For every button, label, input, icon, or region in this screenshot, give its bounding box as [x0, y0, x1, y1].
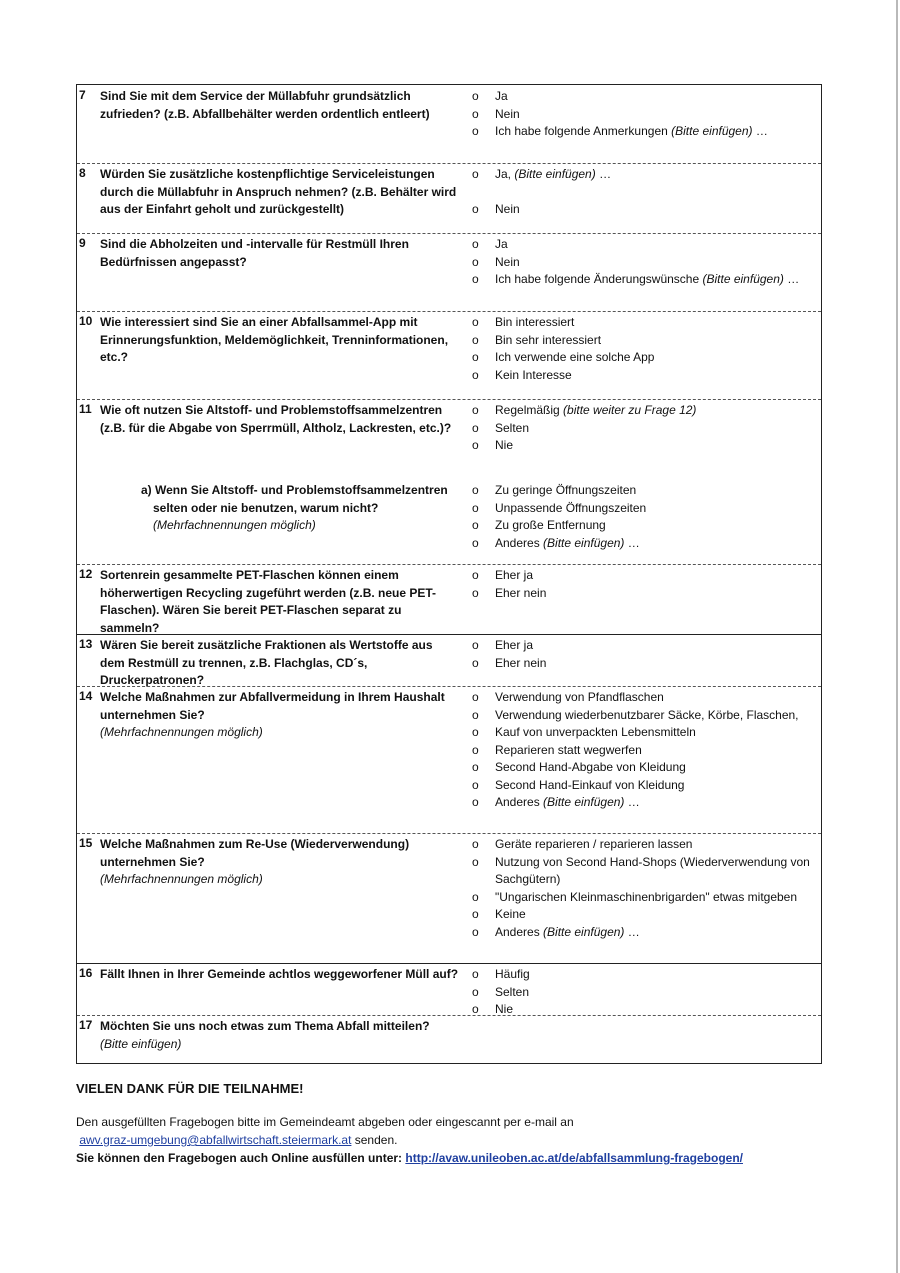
question-row-9 — [77, 233, 821, 311]
answer-option[interactable] — [470, 707, 820, 725]
answer-option[interactable] — [470, 482, 820, 500]
answer-option[interactable] — [470, 420, 820, 438]
online-survey-link[interactable]: http://avaw.unileoben.ac.at/de/abfallsammlung-fragebogen/ — [405, 1151, 743, 1165]
answer-option[interactable] — [470, 535, 820, 553]
answer-option[interactable] — [470, 123, 820, 141]
checkbox-bullet[interactable]: o — [472, 367, 479, 382]
answer-options — [470, 637, 820, 672]
checkbox-bullet[interactable]: o — [472, 89, 479, 103]
option-label: Verwendung von Pfandflaschen — [495, 690, 664, 704]
answer-option[interactable] — [470, 854, 820, 889]
answer-option[interactable] — [470, 166, 820, 184]
option-ellipsis: … — [624, 535, 640, 550]
option-label: Häufig — [495, 967, 530, 981]
checkbox-bullet[interactable]: o — [472, 854, 479, 869]
checkbox-bullet[interactable]: o — [472, 690, 479, 704]
question-text: Wie oft nutzen Sie Altstoff- und Problemstoffsammelzentren (z.B. für die Abgabe von Sperrmüll, Altholz, Lackresten, etc.)? — [100, 403, 452, 435]
checkbox-bullet[interactable]: o — [472, 638, 479, 652]
question-number: 9 — [79, 236, 86, 250]
answer-option[interactable] — [470, 402, 820, 420]
question-text-block — [100, 567, 460, 637]
option-label: Ich verwende eine solche App — [495, 350, 655, 364]
online-line — [76, 1149, 836, 1167]
answer-option[interactable] — [470, 984, 820, 1002]
checkbox-bullet[interactable]: o — [472, 438, 479, 452]
question-text: Sortenrein gesammelte PET-Flaschen können einem höherwertigen Recycling zugeführt werden (z.B. neue PET-Flaschen). Wären Sie bereit PET-Flaschen separat zu sammeln? — [100, 568, 437, 635]
answer-options — [470, 236, 820, 289]
answer-option[interactable] — [470, 655, 820, 673]
answer-option[interactable] — [470, 759, 820, 777]
question-number: 16 — [79, 966, 93, 980]
question-row-16 — [77, 963, 821, 1015]
checkbox-bullet[interactable]: o — [472, 725, 479, 739]
option-label: Ich habe folgende Anmerkungen — [495, 124, 672, 138]
checkbox-bullet[interactable]: o — [472, 760, 479, 774]
checkbox-bullet[interactable]: o — [472, 568, 479, 582]
sub-question-line-2: selten oder nie benutzen, warum nicht? — [153, 500, 379, 515]
checkbox-bullet[interactable]: o — [472, 420, 479, 435]
option-ellipsis: … — [624, 924, 640, 939]
answer-option[interactable] — [470, 924, 820, 942]
option-label: Eher nein — [495, 585, 547, 600]
answer-options — [470, 689, 820, 812]
answer-option[interactable] — [470, 567, 820, 585]
question-text-block — [100, 836, 460, 889]
option-label: Nein — [495, 106, 520, 121]
question-text: Wären Sie bereit zusätzliche Fraktionen als Wertstoffe aus dem Restmüll zu trennen, z.B. Flachglas, CD´s, Druckerpatronen? — [100, 638, 433, 687]
option-label: Eher nein — [495, 655, 547, 670]
checkbox-bullet[interactable]: o — [472, 237, 479, 251]
option-label: Eher ja — [495, 638, 534, 652]
checkbox-bullet[interactable]: o — [472, 315, 479, 329]
checkbox-bullet[interactable]: o — [472, 350, 479, 364]
answer-option[interactable] — [470, 201, 820, 219]
submission-instruction: Den ausgefüllten Fragebogen bitte im Gemeindeamt abgeben oder eingescannt per e-mail an — [76, 1115, 574, 1129]
option-label: Nutzung von Second Hand-Shops (Wiederverwendung von Sachgütern) — [495, 854, 810, 886]
question-note: (Bitte einfügen) — [100, 1036, 182, 1051]
email-link[interactable]: awv.graz-umgebung@abfallwirtschaft.steiermark.at — [79, 1133, 352, 1147]
option-label: Kauf von unverpackten Lebensmitteln — [495, 725, 696, 739]
question-row-8 — [77, 163, 821, 233]
question-row-14 — [77, 686, 821, 833]
answer-option[interactable] — [470, 724, 820, 742]
question-text-block — [100, 966, 460, 984]
question-text: Sind Sie mit dem Service der Müllabfuhr grundsätzlich zufrieden? (z.B. Abfallbehälter werden ordentlich entleert) — [100, 89, 430, 121]
send-text: senden. — [351, 1133, 398, 1147]
checkbox-bullet[interactable]: o — [472, 907, 479, 921]
option-label: Ja — [495, 89, 508, 103]
option-label: "Ungarischen Kleinmaschinenbrigarden" etwas mitgeben — [495, 889, 798, 904]
option-note: (Bitte einfügen) — [514, 167, 596, 181]
answer-option[interactable] — [470, 367, 820, 385]
question-text-block — [100, 166, 460, 219]
answer-option[interactable] — [470, 271, 820, 289]
checkbox-bullet[interactable]: o — [472, 655, 479, 670]
question-text-block — [100, 637, 460, 690]
answer-option[interactable] — [470, 585, 820, 603]
checkbox-bullet[interactable]: o — [472, 585, 479, 600]
answer-option[interactable] — [470, 254, 820, 272]
option-label: Bin interessiert — [495, 315, 575, 329]
answer-option[interactable] — [470, 777, 820, 795]
answer-option[interactable] — [470, 517, 820, 535]
checkbox-bullet[interactable]: o — [472, 742, 479, 757]
question-text-block — [100, 236, 460, 271]
option-label: Anderes — [495, 795, 544, 809]
question-number: 11 — [79, 402, 92, 416]
question-text: Welche Maßnahmen zur Abfallvermeidung in Ihrem Haushalt unternehmen Sie? — [100, 690, 445, 722]
question-text-block — [100, 314, 460, 367]
checkbox-bullet[interactable]: o — [472, 167, 479, 181]
checkbox-bullet[interactable]: o — [472, 518, 479, 532]
thanks-heading: VIELEN DANK FÜR DIE TEILNAHME! — [76, 1081, 304, 1096]
question-number: 14 — [79, 689, 93, 703]
question-row-11 — [77, 399, 821, 564]
checkbox-bullet[interactable]: o — [472, 106, 479, 121]
answer-option[interactable] — [470, 906, 820, 924]
question-row-15 — [77, 833, 821, 963]
option-label: Unpassende Öffnungszeiten — [495, 500, 647, 515]
sub-question-line-1: a) Wenn Sie Altstoff- und Problemstoffsammelzentren — [141, 483, 448, 497]
option-label: Verwendung wiederbenutzbarer Säcke, Körbe, Flaschen, — [495, 707, 799, 722]
checkbox-bullet[interactable]: o — [472, 924, 479, 939]
option-note: (Bitte einfügen) — [671, 124, 753, 138]
option-ellipsis: … — [783, 272, 800, 286]
answer-option[interactable] — [470, 889, 820, 907]
option-label: Ich habe folgende Änderungswünsche — [495, 272, 703, 286]
question-text: Fällt Ihnen in Ihrer Gemeinde achtlos weggeworfener Müll auf? — [100, 967, 459, 981]
checkbox-bullet[interactable]: o — [472, 272, 479, 286]
option-note: (Bitte einfügen) — [702, 272, 784, 286]
question-note: (Mehrfachnennungen möglich) — [100, 872, 263, 886]
question-number: 15 — [79, 836, 93, 850]
page-edge-line — [896, 0, 898, 1273]
option-label: Regelmäßig — [495, 403, 564, 417]
answer-options — [470, 402, 820, 455]
answer-option[interactable] — [470, 794, 820, 812]
question-text-block — [100, 689, 460, 742]
option-label: Geräte reparieren / reparieren lassen — [495, 837, 693, 851]
survey-table — [76, 84, 822, 1064]
answer-options — [470, 166, 820, 219]
option-note: (Bitte einfügen) — [543, 535, 625, 550]
checkbox-bullet[interactable]: o — [472, 332, 479, 347]
checkbox-bullet[interactable]: o — [472, 202, 479, 216]
option-ellipsis: … — [624, 795, 640, 809]
checkbox-bullet[interactable]: o — [472, 837, 479, 851]
question-text-block — [100, 402, 460, 437]
checkbox-bullet[interactable]: o — [472, 777, 479, 792]
option-note: (bitte weiter zu Frage 12) — [563, 403, 697, 417]
answer-options — [470, 836, 820, 941]
option-label: Nein — [495, 202, 520, 216]
question-text: Sind die Abholzeiten und -intervalle für Restmüll Ihren Bedürfnissen angepasst? — [100, 237, 409, 269]
option-note: (Bitte einfügen) — [543, 924, 625, 939]
checkbox-bullet[interactable]: o — [472, 707, 479, 722]
question-number: 7 — [79, 88, 86, 102]
answer-option[interactable] — [470, 966, 820, 984]
question-text: Würden Sie zusätzliche kostenpflichtige Serviceleistungen durch die Müllabfuhr in Anspruch nehmen? (z.B. Behälter wird aus der Einfahrt geholt und zurückgestellt) — [100, 167, 457, 216]
checkbox-bullet[interactable]: o — [472, 1002, 479, 1016]
option-label: Zu große Entfernung — [495, 518, 606, 532]
question-number: 17 — [79, 1018, 93, 1032]
option-label: Anderes — [495, 924, 544, 939]
answer-options — [470, 88, 820, 141]
checkbox-bullet[interactable]: o — [472, 500, 479, 515]
answer-option[interactable] — [470, 332, 820, 350]
footer-instructions — [76, 1113, 836, 1167]
question-text: Welche Maßnahmen zum Re-Use (Wiederverwendung) unternehmen Sie? — [100, 837, 410, 869]
option-label: Nie — [495, 438, 514, 452]
question-row-7 — [77, 85, 821, 163]
option-note: (Bitte einfügen) — [543, 795, 625, 809]
email-line — [76, 1131, 836, 1149]
option-label: Bin sehr interessiert — [495, 332, 602, 347]
checkbox-bullet[interactable]: o — [472, 403, 479, 417]
question-number: 8 — [79, 166, 86, 180]
question-row-10 — [77, 311, 821, 399]
option-label: Nie — [495, 1002, 514, 1016]
checkbox-bullet[interactable]: o — [472, 967, 479, 981]
question-note: (Mehrfachnennungen möglich) — [100, 725, 263, 739]
checkbox-bullet[interactable]: o — [472, 124, 479, 138]
option-label: Keine — [495, 907, 526, 921]
question-row-12 — [77, 564, 821, 634]
option-ellipsis: … — [595, 167, 612, 181]
sub-answer-options — [470, 482, 820, 552]
option-label: Eher ja — [495, 568, 534, 582]
question-text-block — [100, 1018, 460, 1053]
answer-option[interactable] — [470, 236, 820, 254]
option-label: Second Hand-Einkauf von Kleidung — [495, 777, 685, 792]
option-label: Zu geringe Öffnungszeiten — [495, 483, 637, 497]
option-label: Ja — [495, 237, 508, 251]
option-label: Selten — [495, 984, 530, 999]
option-label: Nein — [495, 254, 520, 269]
online-text: Sie können den Fragebogen auch Online ausfüllen unter: — [76, 1151, 406, 1165]
sub-question-note: (Mehrfachnennungen möglich) — [153, 518, 316, 532]
answer-option[interactable] — [470, 742, 820, 760]
answer-option[interactable] — [470, 88, 820, 106]
answer-option[interactable] — [470, 314, 820, 332]
option-label: Ja, — [495, 167, 515, 181]
answer-option[interactable] — [470, 689, 820, 707]
checkbox-bullet[interactable]: o — [472, 254, 479, 269]
answer-option[interactable] — [470, 106, 820, 124]
option-label: Kein Interesse — [495, 367, 572, 382]
answer-options — [470, 567, 820, 602]
answer-options — [470, 966, 820, 1019]
question-number: 12 — [79, 567, 93, 581]
sub-question-block — [141, 482, 461, 535]
question-number: 13 — [79, 637, 93, 651]
option-label: Reparieren statt wegwerfen — [495, 742, 642, 757]
question-text: Möchten Sie uns noch etwas zum Thema Abfall mitteilen? — [100, 1019, 430, 1033]
option-label: Selten — [495, 420, 530, 435]
answer-option[interactable] — [470, 500, 820, 518]
question-text: Wie interessiert sind Sie an einer Abfallsammel-App mit Erinnerungsfunktion, Meldemöglichkeit, Trenninformationen, etc.? — [100, 315, 449, 364]
checkbox-bullet[interactable]: o — [472, 535, 479, 550]
answer-option[interactable] — [470, 349, 820, 367]
answer-option[interactable] — [470, 637, 820, 655]
option-label: Anderes — [495, 535, 544, 550]
answer-option[interactable] — [470, 836, 820, 854]
checkbox-bullet[interactable]: o — [472, 795, 479, 809]
question-text-block — [100, 88, 460, 123]
checkbox-bullet[interactable]: o — [472, 483, 479, 497]
option-label: Second Hand-Abgabe von Kleidung — [495, 760, 686, 774]
question-number: 10 — [79, 314, 93, 328]
answer-option[interactable] — [470, 437, 820, 455]
option-ellipsis: … — [752, 124, 768, 138]
question-row-13 — [77, 634, 821, 686]
question-row-17 — [77, 1015, 821, 1065]
checkbox-bullet[interactable]: o — [472, 889, 479, 904]
answer-options — [470, 314, 820, 384]
checkbox-bullet[interactable]: o — [472, 984, 479, 999]
